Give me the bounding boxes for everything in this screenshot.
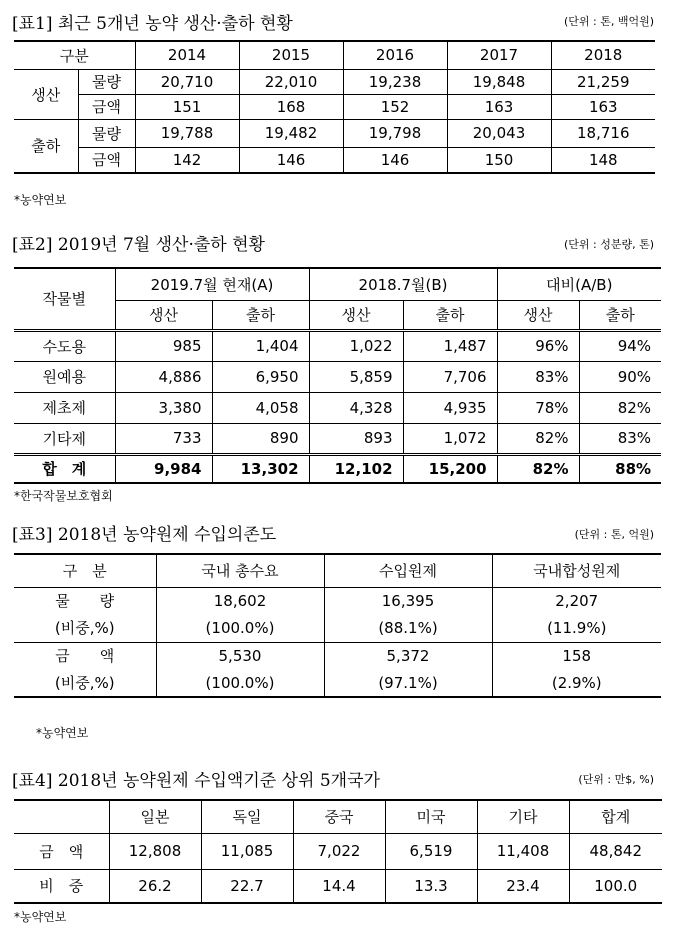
table2-cell: 82% [579,392,661,423]
table3-row-label: 물 량 [14,587,156,614]
table1-cell: 20,710 [135,69,239,94]
table2-source: *한국작물보호협회 [14,489,113,503]
table1-cell: 152 [343,94,447,119]
table1-group-label: 출하 [14,119,78,173]
table3-share: (97.1%) [324,669,492,697]
table2-total-cell: 82% [497,454,579,483]
table1-group-label: 생산 [14,69,78,119]
table1-year: 2017 [447,41,551,69]
table2-cell: 4,328 [309,392,403,423]
table1 [14,40,655,174]
table3-share: (88.1%) [324,614,492,642]
table3-cell: 5,530 [156,642,324,669]
table2-total-cell: 15,200 [403,454,497,483]
table2-row-label: 기타제 [14,423,115,454]
table4-header: 미국 [385,800,477,833]
table3-header: 국내합성원제 [492,554,661,587]
table1-cell: 19,238 [343,69,447,94]
table3-source: *농약연보 [36,726,89,740]
table2-cell: 94% [579,330,661,361]
table3-unit: (단위 : 톤, 억원) [574,528,654,541]
table2-cell: 83% [497,361,579,392]
table1-cell: 163 [551,94,655,119]
table3-cell: 5,372 [324,642,492,669]
table2-cell: 1,072 [403,423,497,454]
table3-cell: 18,602 [156,587,324,614]
table1-cell: 150 [447,147,551,173]
table1-row-label: 금액 [78,94,135,119]
table4-header: 독일 [201,800,293,833]
table1-source: *농약연보 [14,193,67,207]
table4-cell: 26.2 [109,869,201,903]
table2-total-cell: 9,984 [115,454,212,483]
table2-cell: 893 [309,423,403,454]
table4-header: 중국 [293,800,385,833]
table1-year: 2018 [551,41,655,69]
table3-cell: 2,207 [492,587,661,614]
table4-cell: 13.3 [385,869,477,903]
table2-group-header: 2019.7월 현재(A) [115,268,309,300]
table2-group-header: 대비(A/B) [497,268,661,300]
table4 [14,799,662,904]
table2-cell: 83% [579,423,661,454]
table3-share: (2.9%) [492,669,661,697]
table2-sub-header: 생산 [115,300,212,330]
table4-header: 일본 [109,800,201,833]
table2-cell: 890 [212,423,309,454]
table4-title: [표4] 2018년 농약원제 수입액기준 상위 5개국가 [12,771,380,791]
table1-unit: (단위 : 톤, 백억원) [563,15,654,28]
table3-cell: 16,395 [324,587,492,614]
table3-row-label: 금 액 [14,642,156,669]
table2-row-header: 작물별 [14,268,115,330]
table3-cell: 158 [492,642,661,669]
table2-cell: 3,380 [115,392,212,423]
table1-cell: 21,259 [551,69,655,94]
table1-cell: 19,788 [135,119,239,147]
table4-cell: 48,842 [569,833,662,869]
table2-sub-header: 출하 [403,300,497,330]
table2-cell: 90% [579,361,661,392]
table1-year: 2015 [239,41,343,69]
table2-sub-header: 출하 [579,300,661,330]
table1-title: [표1] 최근 5개년 농약 생산·출하 현황 [12,14,293,34]
table2-cell: 1,487 [403,330,497,361]
table1-cell: 19,848 [447,69,551,94]
table4-cell: 22.7 [201,869,293,903]
table1-cell: 18,716 [551,119,655,147]
table1-row-label: 물량 [78,69,135,94]
table4-cell: 12,808 [109,833,201,869]
table4-corner [14,800,109,833]
table2 [14,267,661,484]
table2-total-cell: 12,102 [309,454,403,483]
table4-header: 기타 [477,800,569,833]
table1-row-label: 금액 [78,147,135,173]
table1-cell: 19,798 [343,119,447,147]
table1-row-label: 물량 [78,119,135,147]
table1-year: 2016 [343,41,447,69]
table2-cell: 985 [115,330,212,361]
table2-total-cell: 13,302 [212,454,309,483]
table2-row-label: 원예용 [14,361,115,392]
table2-total-cell: 88% [579,454,661,483]
table3-share: (11.9%) [492,614,661,642]
table2-cell: 96% [497,330,579,361]
table2-cell: 4,058 [212,392,309,423]
table1-cell: 22,010 [239,69,343,94]
table2-sub-header: 생산 [497,300,579,330]
table3-share: (100.0%) [156,669,324,697]
table4-cell: 100.0 [569,869,662,903]
table4-cell: 11,408 [477,833,569,869]
table1-cell: 142 [135,147,239,173]
table4-cell: 6,519 [385,833,477,869]
table4-cell: 11,085 [201,833,293,869]
table4-row-label: 비 중 [14,869,109,903]
table1-year: 2014 [135,41,239,69]
table3 [14,553,661,698]
table1-cell: 148 [551,147,655,173]
table3-header: 수입원제 [324,554,492,587]
table3-row-sublabel: (비중,%) [14,669,156,697]
table1-cell: 163 [447,94,551,119]
table3-header: 국내 총수요 [156,554,324,587]
table2-row-label: 수도용 [14,330,115,361]
table1-cell: 20,043 [447,119,551,147]
table1-cell: 19,482 [239,119,343,147]
table2-cell: 1,022 [309,330,403,361]
table2-cell: 1,404 [212,330,309,361]
table3-share: (100.0%) [156,614,324,642]
table2-cell: 7,706 [403,361,497,392]
table2-sub-header: 생산 [309,300,403,330]
table2-cell: 733 [115,423,212,454]
table2-group-header: 2018.7월(B) [309,268,497,300]
table4-cell: 14.4 [293,869,385,903]
table3-header: 구 분 [14,554,156,587]
table2-cell: 5,859 [309,361,403,392]
table1-cell: 146 [239,147,343,173]
table4-cell: 23.4 [477,869,569,903]
table1-header-label: 구분 [14,41,135,69]
table2-total-label: 합 계 [14,454,115,483]
table2-cell: 4,886 [115,361,212,392]
table2-sub-header: 출하 [212,300,309,330]
table4-unit: (단위 : 만$, %) [578,773,654,786]
table2-unit: (단위 : 성분량, 톤) [563,238,654,251]
table3-row-sublabel: (비중,%) [14,614,156,642]
table2-title: [표2] 2019년 7월 생산·출하 현황 [12,235,265,255]
table1-cell: 146 [343,147,447,173]
table1-cell: 151 [135,94,239,119]
table4-header: 합계 [569,800,662,833]
table2-cell: 6,950 [212,361,309,392]
table2-cell: 78% [497,392,579,423]
table1-cell: 168 [239,94,343,119]
table2-cell: 82% [497,423,579,454]
table4-source: *농약연보 [14,910,67,924]
table3-title: [표3] 2018년 농약원제 수입의존도 [12,525,277,545]
table2-cell: 4,935 [403,392,497,423]
table4-cell: 7,022 [293,833,385,869]
table2-row-label: 제초제 [14,392,115,423]
table4-row-label: 금 액 [14,833,109,869]
